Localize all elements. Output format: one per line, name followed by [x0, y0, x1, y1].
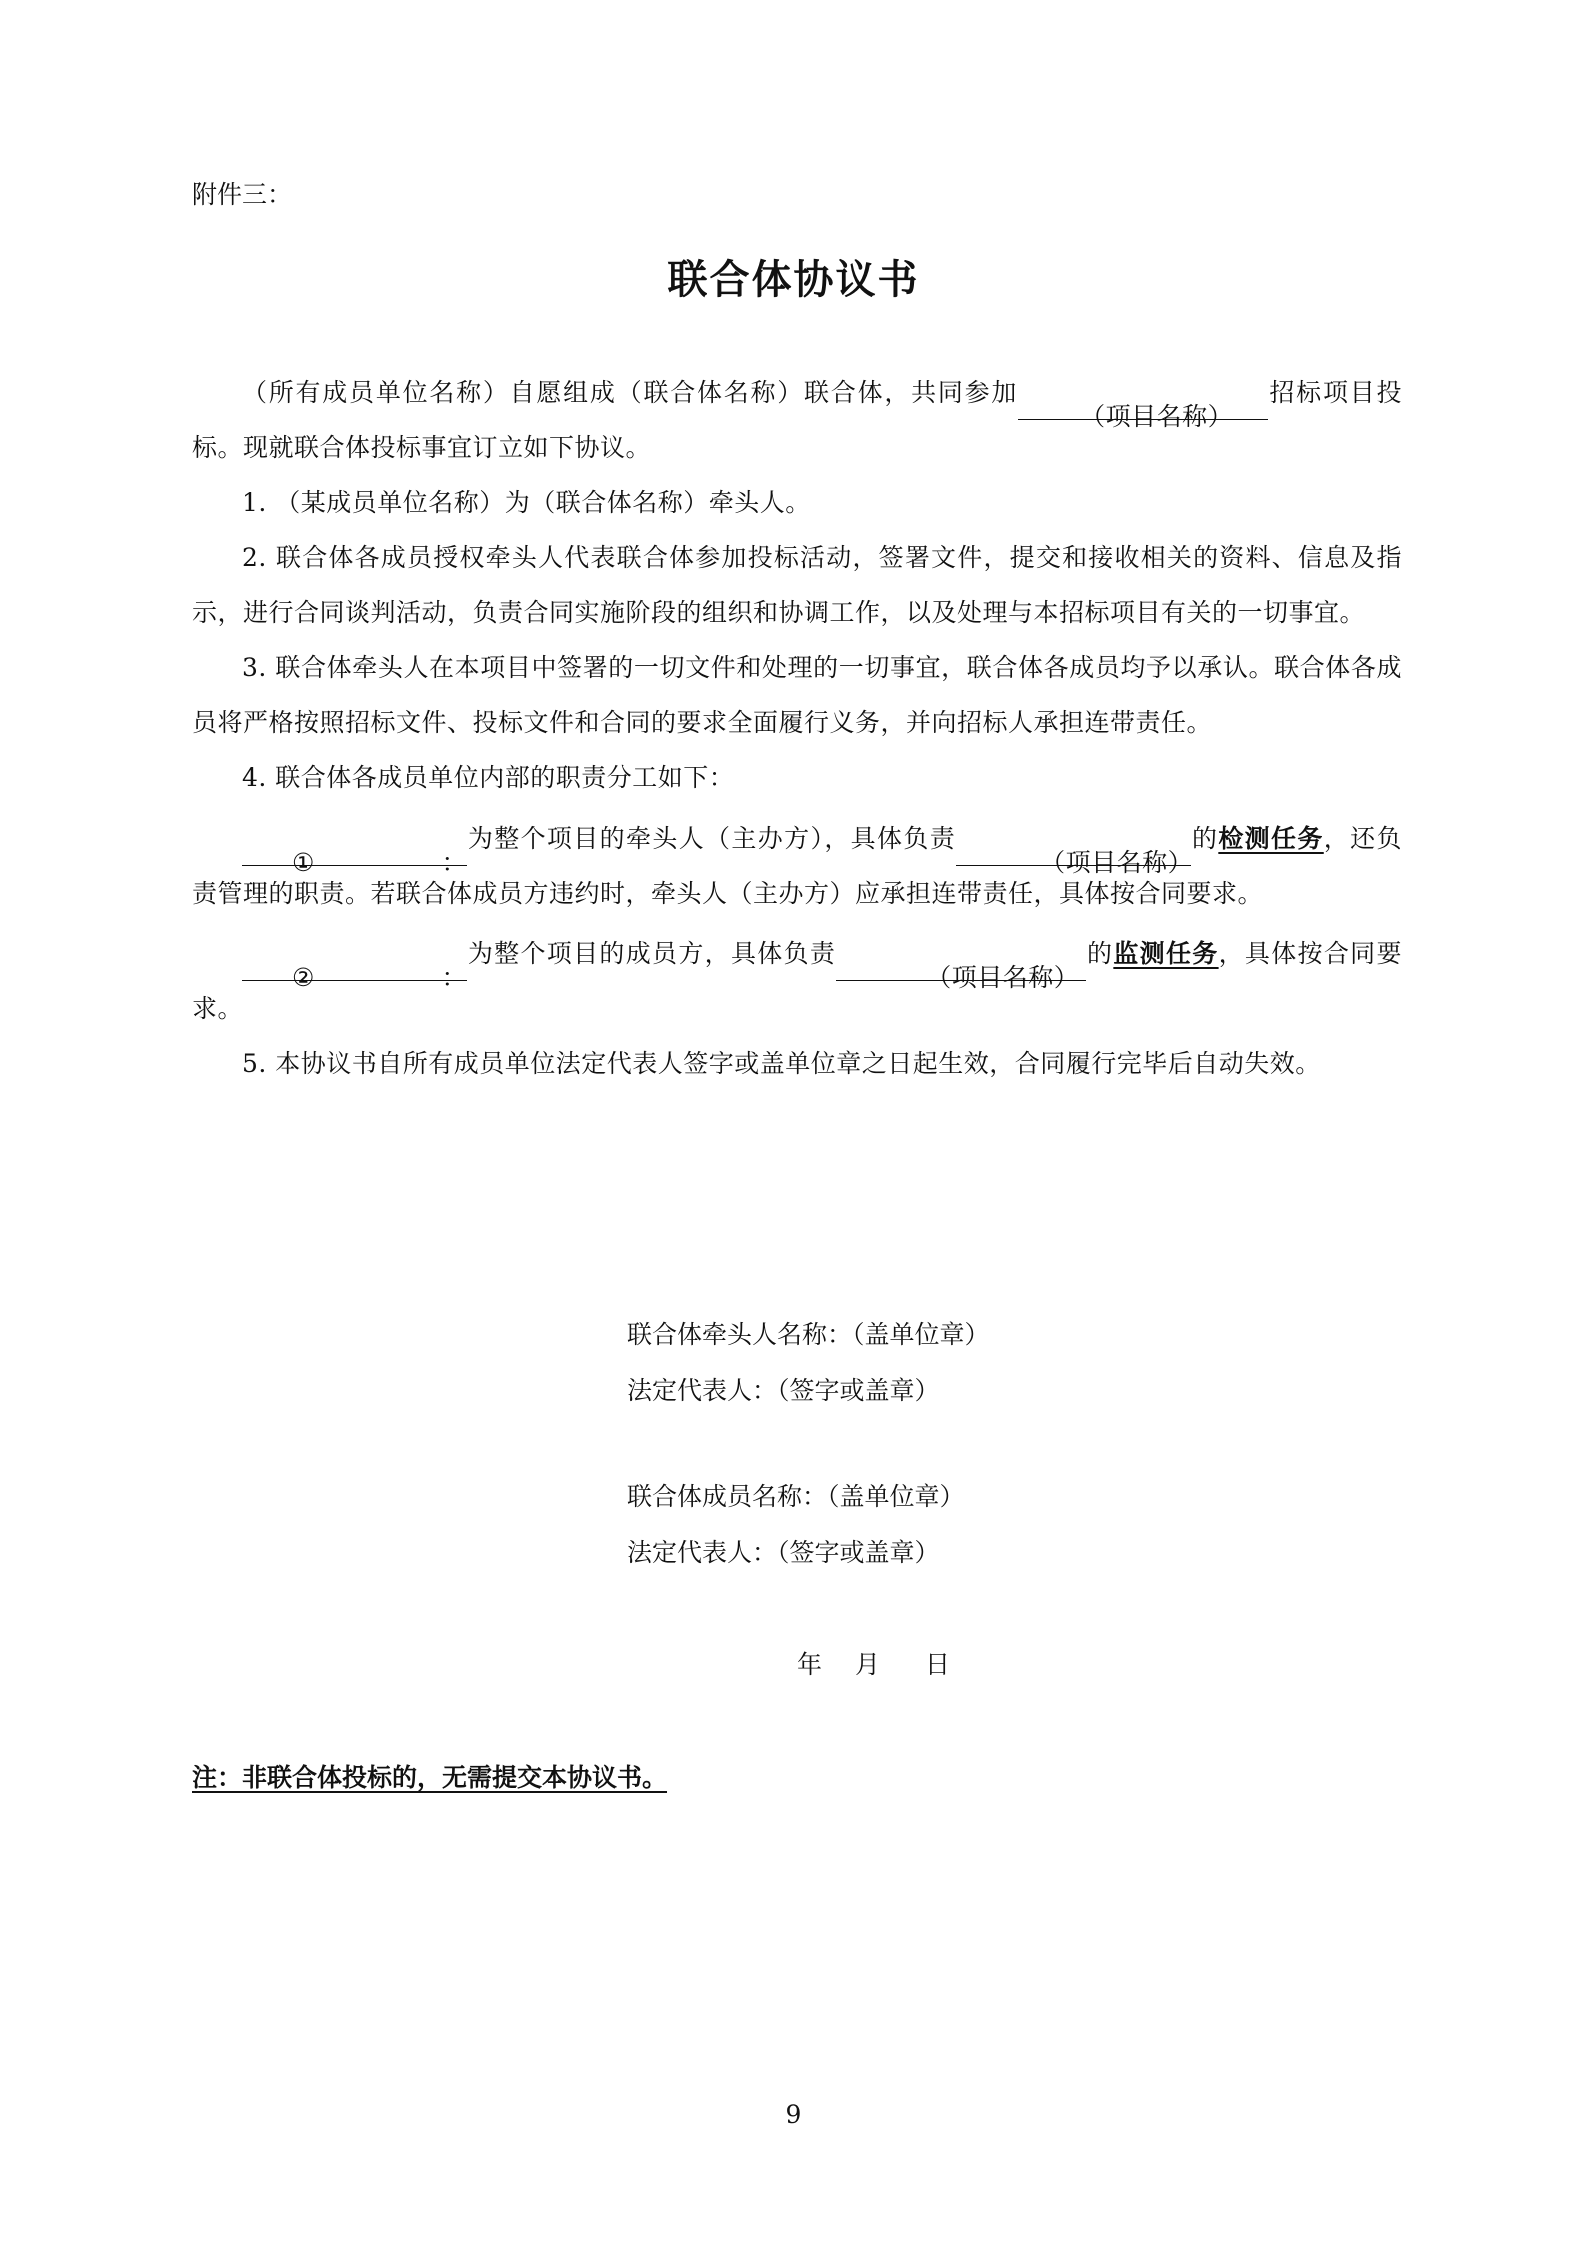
duty-2-task: 监测任务	[1113, 939, 1219, 968]
member-representative-line: 法定代表人：（签字或盖章）	[627, 1538, 940, 1567]
duty-1-task: 检测任务	[1218, 824, 1324, 853]
agreement-body	[192, 365, 1402, 1091]
member-name-line: 联合体成员名称：（盖单位章）	[627, 1482, 965, 1511]
intro-text-1: （所有成员单位名称）自愿组成（联合体名称）联合体，共同参加	[242, 378, 1019, 407]
duty-2-text-1: 为整个项目的成员方，具体负责	[467, 939, 837, 968]
intro-project-blank: （项目名称）	[1018, 389, 1268, 420]
clause-4: 4. 联合体各成员单位内部的职责分工如下：	[242, 763, 735, 792]
intro-paragraph	[192, 365, 1402, 475]
date-year: 年	[797, 1650, 823, 1679]
clause-3: 3. 联合体牵头人在本项目中签署的一切文件和处理的一切事宜，联合体各成员均予以承认。联合体各成员将严格按照招标文件、投标文件和合同的要求全面履行义务，并向招标人承担连带责任。	[192, 653, 1402, 737]
duty-1-party-blank: ① ：	[242, 835, 467, 866]
duty-1-project-blank: （项目名称）	[956, 835, 1191, 866]
duty-2-text-2: ，具体按合同要求。	[192, 939, 1402, 1023]
footnote: 注：非联合体投标的，无需提交本协议书。	[192, 1763, 668, 1792]
duty-1-text-1: 为整个项目的牵头人（主办方），具体负责	[467, 824, 957, 853]
duty-1: ① ： 为整个项目的牵头人（主办方），具体负责（项目名称）的检测任务，还负责管理的职责。若联合体成员方违约时，牵头人（主办方）应承担连带责任，具体按合同要求。	[192, 824, 1402, 908]
page-number: 9	[785, 2100, 802, 2129]
duty-2-party-blank: ② ：	[242, 950, 467, 981]
clause-2: 2. 联合体各成员授权牵头人代表联合体参加投标活动，签署文件，提交和接收相关的资料、信息及指示，进行合同谈判活动，负责合同实施阶段的组织和协调工作，以及处理与本招标项目有关的一切事宜。	[192, 543, 1402, 627]
lead-name-line: 联合体牵头人名称：（盖单位章）	[627, 1320, 990, 1349]
date-day: 日	[925, 1650, 951, 1679]
duty-1-text-2: ，还负责管理的职责。若联合体成员方违约时，牵头人（主办方）应承担连带责任，具体按合同要求。	[192, 824, 1402, 908]
intro-text-2: 招标项目投标。现就联合体投标事宜订立如下协议。	[192, 378, 1402, 462]
clause-5: 5. 本协议书自所有成员单位法定代表人签字或盖单位章之日起生效，合同履行完毕后自动失效。	[242, 1049, 1321, 1078]
duty-2-project-blank: （项目名称）	[836, 950, 1086, 981]
lead-representative-line: 法定代表人：（签字或盖章）	[627, 1376, 940, 1405]
duty-2: ② ： 为整个项目的成员方，具体负责（项目名称）的监测任务，具体按合同要求。	[192, 939, 1402, 1023]
clause-1: 1. （某成员单位名称）为（联合体名称）牵头人。	[242, 488, 811, 517]
document-title: 联合体协议书	[667, 257, 920, 303]
date-month: 月	[855, 1650, 881, 1679]
attachment-label: 附件三：	[192, 180, 293, 209]
